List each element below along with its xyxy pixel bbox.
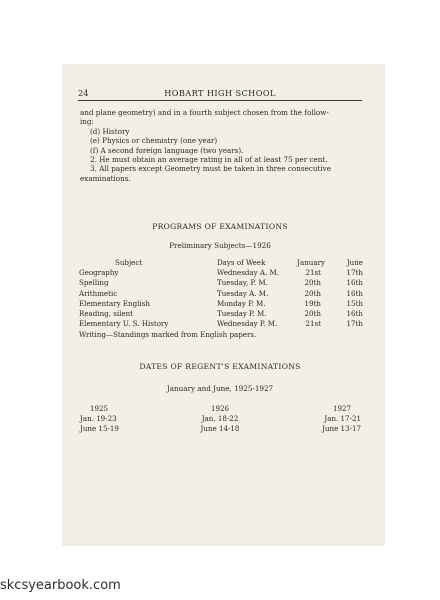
table-row — [79, 278, 364, 288]
date-cell: Jan. 17-21 — [324, 414, 361, 424]
day-cell: Wednesday P. M. — [217, 319, 278, 329]
january-cell: 20th — [304, 308, 321, 318]
day-cell: Tuesday, P. M. — [217, 278, 268, 288]
page-number: 24 — [78, 88, 89, 98]
regents-heading: DATES OF REGENT'S EXAMINATIONS — [139, 362, 301, 371]
table-row — [79, 299, 364, 309]
table-row — [79, 268, 364, 278]
june-cell: 15th — [346, 298, 363, 308]
date-cell: Jan. 18-22 — [201, 414, 239, 424]
text-line: (d) History — [90, 126, 130, 136]
january-cell: 20th — [304, 288, 321, 298]
june-cell: 17th — [346, 319, 363, 329]
year-label: 1926 — [210, 404, 230, 413]
table-header-row — [79, 258, 364, 268]
day-cell: Tuesday A. M. — [217, 288, 269, 298]
june-cell: 16th — [346, 288, 363, 298]
january-cell: 20th — [304, 278, 321, 288]
years-row — [78, 404, 363, 414]
text-line: (f) A second foreign language (two years). — [90, 145, 244, 155]
day-cell: Monday P. M. — [217, 298, 266, 308]
header-rule — [78, 100, 362, 101]
date-cell: June 15-19 — [80, 424, 119, 434]
text-line: and plane geometry) and in a fourth subject chosen from the follow- — [80, 108, 329, 117]
day-cell: Tuesday P. M. — [217, 308, 267, 318]
exam-schedule-table — [79, 258, 364, 329]
text-line: (e) Physics or chemistry (one year) — [90, 136, 218, 146]
year-label: 1925 — [90, 404, 109, 413]
date-cell: June 13-17 — [322, 424, 361, 434]
subject-cell: Elementary English — [79, 298, 150, 308]
regents-subheading: January and June, 1925-1927 — [166, 384, 274, 393]
programs-heading: PROGRAMS OF EXAMINATIONS — [152, 222, 288, 231]
table-row — [79, 319, 364, 329]
subject-cell: Geography — [79, 268, 119, 278]
writing-note: Writing—Standings marked from English papers. — [79, 330, 257, 339]
january-cell: 21st — [305, 319, 321, 329]
watermark-text: skcsyearbook.com — [0, 578, 121, 593]
subject-cell: Elementary U. S. History — [79, 319, 169, 329]
table-row — [79, 289, 364, 299]
regents-dates-table — [78, 404, 363, 435]
january-cell: 21st — [305, 268, 321, 278]
subject-cell: Reading, silent — [79, 308, 133, 318]
subject-cell: Arithmetic — [79, 288, 118, 298]
year-label: 1927 — [332, 404, 351, 413]
table-row — [79, 309, 364, 319]
text-line: 3. All papers except Geometry must be taken in three consecutive — [90, 164, 331, 174]
text-line: ing: — [80, 117, 94, 127]
date-cell: June 14-18 — [200, 424, 240, 434]
column-header: January — [297, 258, 325, 267]
table-row — [78, 424, 363, 434]
subject-cell: Spelling — [79, 278, 109, 288]
column-header: Subject — [115, 258, 143, 267]
date-cell: Jan. 19-23 — [80, 414, 117, 424]
programs-subheading: Preliminary Subjects—1926 — [169, 241, 271, 250]
june-cell: 17th — [346, 268, 363, 278]
column-header: Days of Week — [217, 258, 266, 267]
column-header: June — [346, 258, 363, 267]
requirements-text — [80, 108, 364, 183]
text-line: 2. He must obtain an average rating in all of at least 75 per cent. — [90, 155, 328, 165]
page-title: HOBART HIGH SCHOOL — [164, 88, 276, 98]
june-cell: 16th — [346, 278, 363, 288]
text-line: examinations. — [80, 173, 131, 183]
january-cell: 19th — [304, 298, 321, 308]
table-row — [78, 414, 363, 424]
june-cell: 16th — [346, 308, 363, 318]
day-cell: Wednesday A. M. — [217, 268, 280, 278]
